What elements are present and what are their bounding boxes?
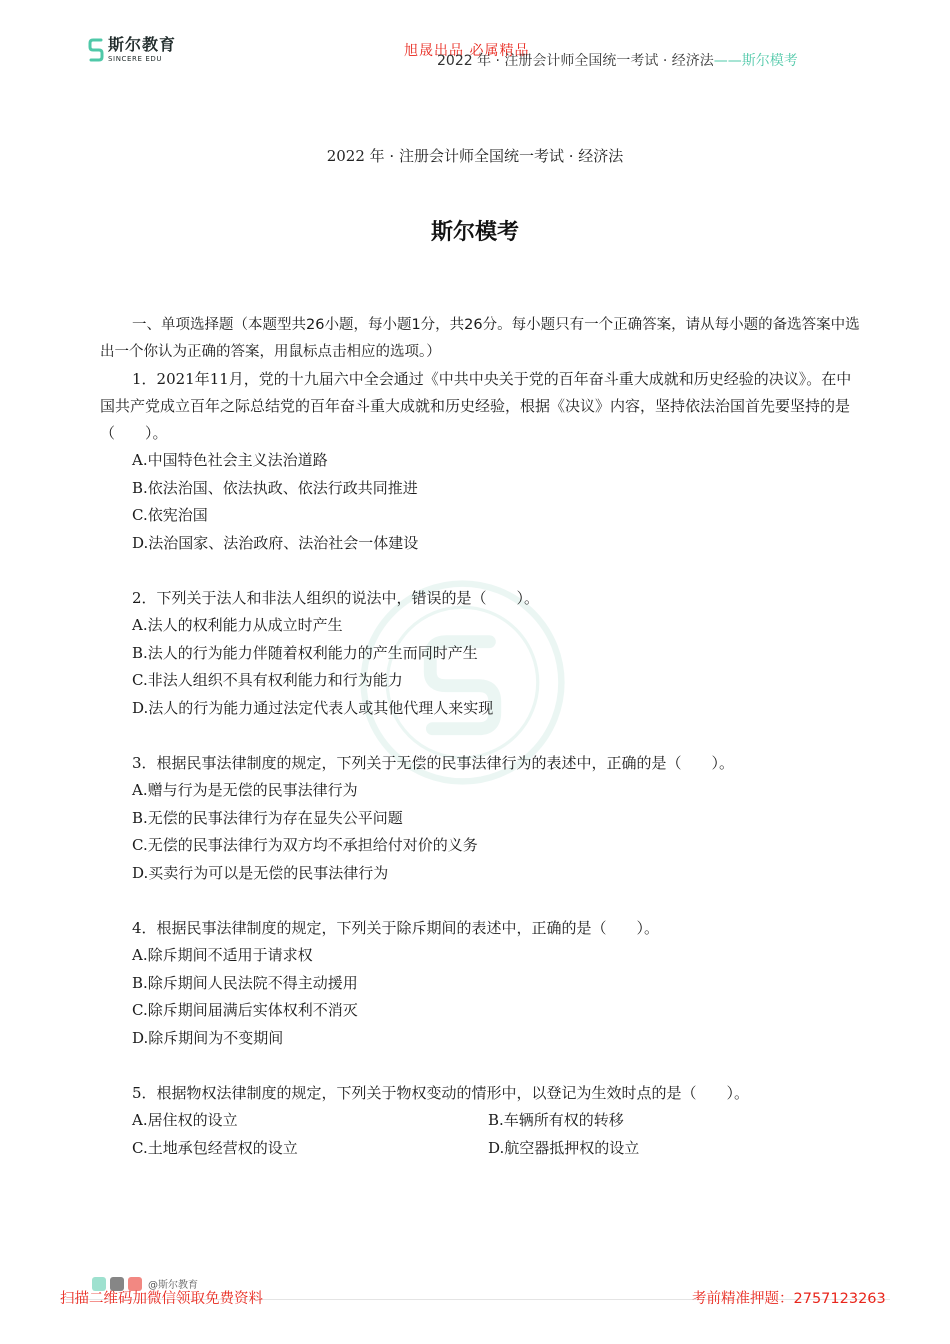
brand-logo <box>88 37 176 63</box>
question-stem: 4．根据民事法律制度的规定，下列关于除斥期间的表述中，正确的是（ ）。 <box>132 919 660 937</box>
option-b[interactable]: B.法人的行为能力伴随着权利能力的产生而同时产生 <box>132 643 478 662</box>
option-d[interactable]: D.买卖行为可以是无偿的民事法律行为 <box>132 863 389 882</box>
question-5 <box>100 1080 860 1162</box>
question-4 <box>100 915 860 1052</box>
question-2 <box>100 585 860 722</box>
option-d[interactable]: D.法治国家、法治政府、法治社会一体建设 <box>132 533 419 552</box>
option-b[interactable]: B.车辆所有权的转移 <box>488 1111 624 1129</box>
question-1 <box>100 366 860 557</box>
option-d[interactable]: D.航空器抵押权的设立 <box>488 1138 640 1157</box>
option-a[interactable]: A.居住权的设立 <box>132 1111 238 1129</box>
footer-promo-right: 考前精准押题：2757123263 <box>692 1291 886 1307</box>
option-c[interactable]: C.土地承包经营权的设立 <box>132 1138 298 1157</box>
running-title: 2022 年 · 注册会计师全国统一考试 · 经济法 <box>437 53 714 69</box>
question-body <box>100 312 860 1162</box>
option-a[interactable]: A.除斥期间不适用于请求权 <box>132 946 313 964</box>
question-stem: 3．根据民事法律制度的规定，下列关于无偿的民事法律行为的表述中，正确的是（ ）。 <box>132 754 735 772</box>
option-c[interactable]: C.除斥期间届满后实体权利不消灭 <box>132 1001 358 1019</box>
footer-promo-left: 扫描二维码加微信领取免费资料 <box>60 1291 263 1307</box>
red-stamp-text: 旭晟出品 必属精品 <box>404 43 530 59</box>
option-d[interactable]: D.除斥期间为不变期间 <box>132 1028 284 1047</box>
running-tag: ——斯尔模考 <box>713 53 798 69</box>
question-stem: 1．2021年11月，党的十九届六中全会通过《中共中央关于党的百年奋斗重大成就和历史经验的决议》。在中国共产党成立百年之际总结党的百年奋斗重大成就和历史经验，根据《决议》内容，坚持依法治国首先要坚持的是（ ）。 <box>100 370 852 442</box>
option-d[interactable]: D.法人的行为能力通过法定代表人或其他代理人来实现 <box>132 698 494 717</box>
option-a[interactable]: A.赠与行为是无偿的民事法律行为 <box>132 781 358 799</box>
question-stem: 5．根据物权法律制度的规定，下列关于物权变动的情形中，以登记为生效时点的是（ ）。 <box>132 1084 750 1102</box>
option-grid <box>100 1107 860 1162</box>
option-c[interactable]: C.非法人组织不具有权利能力和行为能力 <box>132 671 403 689</box>
section-heading: 一、单项选择题（本题型共26小题，每小题1分，共26分。每小题只有一个正确答案，请从每小题的备选答案中选出一个你认为正确的答案，用鼠标点击相应的选项。） <box>100 317 860 360</box>
option-a[interactable]: A.中国特色社会主义法治道路 <box>132 451 328 469</box>
option-b[interactable]: B.无偿的民事法律行为存在显失公平问题 <box>132 808 403 827</box>
option-c[interactable]: C.依宪治国 <box>132 506 208 524</box>
logo-s-icon <box>88 37 104 63</box>
logo-en-text: SINCERE EDU <box>108 55 163 63</box>
question-stem: 2．下列关于法人和非法人组织的说法中，错误的是（ ）。 <box>132 589 540 607</box>
option-a[interactable]: A.法人的权利能力从成立时产生 <box>132 616 343 634</box>
document-title: 斯尔模考 <box>430 219 519 245</box>
option-c[interactable]: C.无偿的民事法律行为双方均不承担给付对价的义务 <box>132 836 478 854</box>
logo-cn-text: 斯尔教育 <box>108 35 177 54</box>
option-b[interactable]: B.除斥期间人民法院不得主动援用 <box>132 973 358 992</box>
social-handle: @斯尔教育 <box>148 1280 198 1291</box>
question-3 <box>100 750 860 887</box>
running-header <box>437 50 798 70</box>
option-b[interactable]: B.依法治国、依法执政、依法行政共同推进 <box>132 478 418 497</box>
document-subtitle: 2022 年 · 注册会计师全国统一考试 · 经济法 <box>326 147 624 165</box>
